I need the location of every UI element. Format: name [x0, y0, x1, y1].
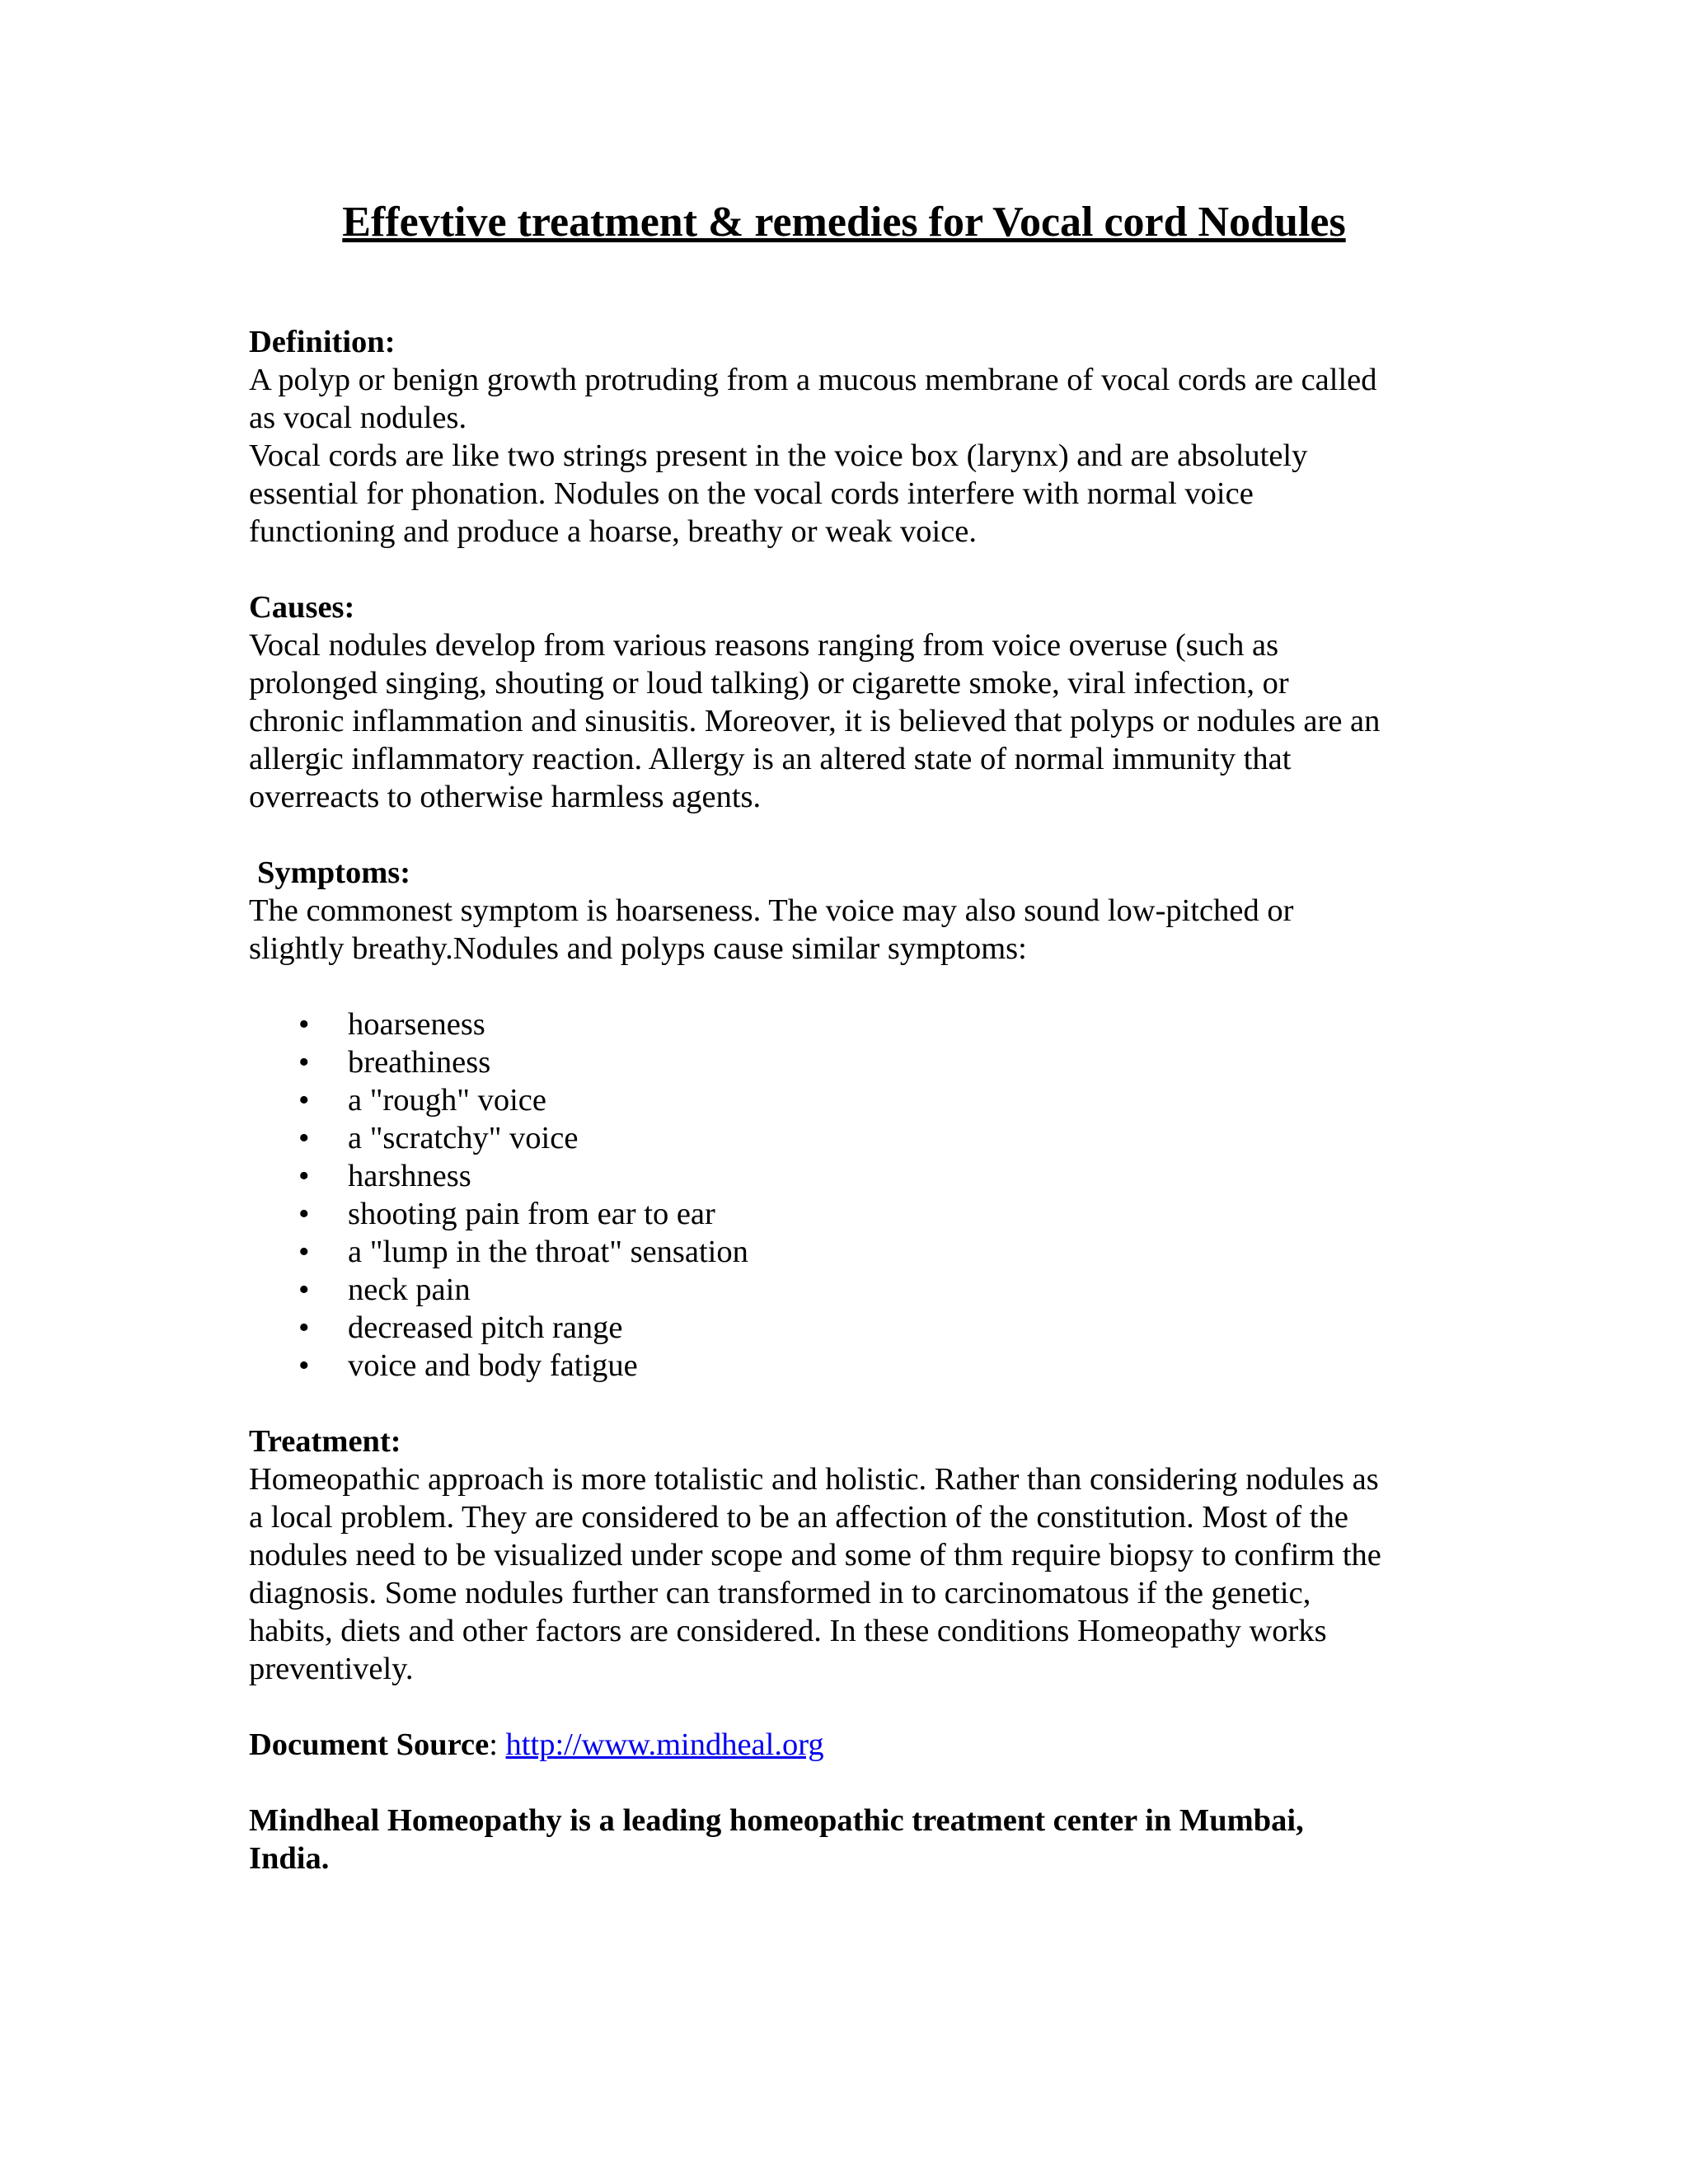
symptom-text: a "rough" voice — [348, 1083, 546, 1118]
symptom-list-item — [249, 1157, 1452, 1195]
symptom-list-item — [249, 1119, 1452, 1157]
causes-line: chronic inflammation and sinusitis. Moreover, it is believed that polyps or nodules are an — [249, 704, 1381, 738]
symptom-text: hoarseness — [348, 1007, 485, 1042]
symptom-text: harshness — [348, 1159, 471, 1193]
bullet-icon: • — [298, 1272, 310, 1307]
bullet-icon: • — [298, 1159, 310, 1193]
footer-line: Mindheal Homeopathy is a leading homeopathic treatment center in Mumbai, — [249, 1803, 1304, 1838]
bullet-icon: • — [298, 1235, 310, 1269]
symptoms-line: The commonest symptom is hoarseness. The voice may also sound low-pitched or — [249, 893, 1294, 928]
bullet-icon: • — [298, 1348, 310, 1383]
bullet-icon: • — [298, 1121, 310, 1155]
causes-line: prolonged singing, shouting or loud talking) or cigarette smoke, viral infection, or — [249, 666, 1289, 701]
definition-line: Vocal cords are like two strings present in the voice box (larynx) and are absolutely — [249, 438, 1308, 473]
bullet-icon: • — [298, 1310, 310, 1345]
footer-line: India. — [249, 1841, 330, 1876]
treatment-heading: Treatment: — [249, 1424, 401, 1459]
definition-line: essential for phonation. Nodules on the vocal cords interfere with normal voice — [249, 476, 1254, 511]
causes-line: overreacts to otherwise harmless agents. — [249, 780, 762, 814]
bullet-icon: • — [298, 1045, 310, 1080]
symptom-text: a "lump in the throat" sensation — [348, 1235, 748, 1269]
symptom-text: breathiness — [348, 1045, 491, 1080]
symptoms-heading: Symptoms: — [257, 855, 411, 890]
treatment-line: diagnosis. Some nodules further can transformed in to carcinomatous if the genetic, — [249, 1576, 1311, 1610]
symptom-text: decreased pitch range — [348, 1310, 623, 1345]
symptom-text: shooting pain from ear to ear — [348, 1197, 715, 1231]
bullet-icon: • — [298, 1197, 310, 1231]
page-title: Effevtive treatment & remedies for Vocal cord Nodules — [342, 199, 1346, 246]
document-source — [249, 1726, 1452, 1764]
definition-heading: Definition: — [249, 325, 396, 359]
footer-note — [249, 1802, 1452, 1877]
symptom-list-item — [249, 1233, 1452, 1271]
section-symptoms — [249, 854, 1452, 1385]
symptoms-line: slightly breathy.Nodules and polyps cause similar symptoms: — [249, 931, 1027, 966]
symptom-list-item — [249, 1309, 1452, 1347]
document-body — [249, 323, 1452, 1877]
causes-heading: Causes: — [249, 590, 355, 625]
source-label: Document Source — [249, 1727, 490, 1762]
symptom-list-item — [249, 1195, 1452, 1233]
treatment-line: a local problem. They are considered to be an affection of the constitution. Most of the — [249, 1500, 1348, 1535]
spacer — [249, 1764, 1452, 1802]
symptom-text: neck pain — [348, 1272, 471, 1307]
causes-line: Vocal nodules develop from various reasons ranging from voice overuse (such as — [249, 628, 1279, 663]
section-causes — [249, 588, 1452, 816]
treatment-line: nodules need to be visualized under scope and some of thm require biopsy to confirm the — [249, 1538, 1381, 1572]
source-link[interactable]: http://www.mindheal.org — [505, 1727, 824, 1762]
bullet-icon: • — [298, 1083, 310, 1118]
bullet-icon: • — [298, 1007, 310, 1042]
symptom-list-item — [249, 1347, 1452, 1385]
definition-line: functioning and produce a hoarse, breathy or weak voice. — [249, 514, 978, 549]
section-definition — [249, 323, 1452, 551]
spacer — [249, 1385, 1452, 1422]
section-treatment — [249, 1422, 1452, 1688]
symptom-list — [249, 1005, 1452, 1385]
treatment-line: preventively. — [249, 1652, 414, 1686]
symptom-list-item — [249, 1043, 1452, 1081]
symptom-list-item — [249, 1271, 1452, 1309]
symptom-list-item — [249, 1005, 1452, 1043]
spacer — [249, 551, 1452, 588]
treatment-line: habits, diets and other factors are considered. In these conditions Homeopathy works — [249, 1614, 1327, 1648]
source-separator: : — [489, 1727, 506, 1762]
symptom-text: voice and body fatigue — [348, 1348, 638, 1383]
spacer — [249, 968, 1452, 1005]
treatment-line: Homeopathic approach is more totalistic and holistic. Rather than considering nodules as — [249, 1462, 1379, 1497]
definition-line: A polyp or benign growth protruding from a mucous membrane of vocal cords are called — [249, 363, 1377, 397]
symptom-text: a "scratchy" voice — [348, 1121, 579, 1155]
symptom-list-item — [249, 1081, 1452, 1119]
spacer — [249, 1688, 1452, 1726]
causes-line: allergic inflammatory reaction. Allergy is an altered state of normal immunity that — [249, 742, 1292, 776]
spacer — [249, 816, 1452, 854]
definition-line: as vocal nodules. — [249, 401, 467, 435]
